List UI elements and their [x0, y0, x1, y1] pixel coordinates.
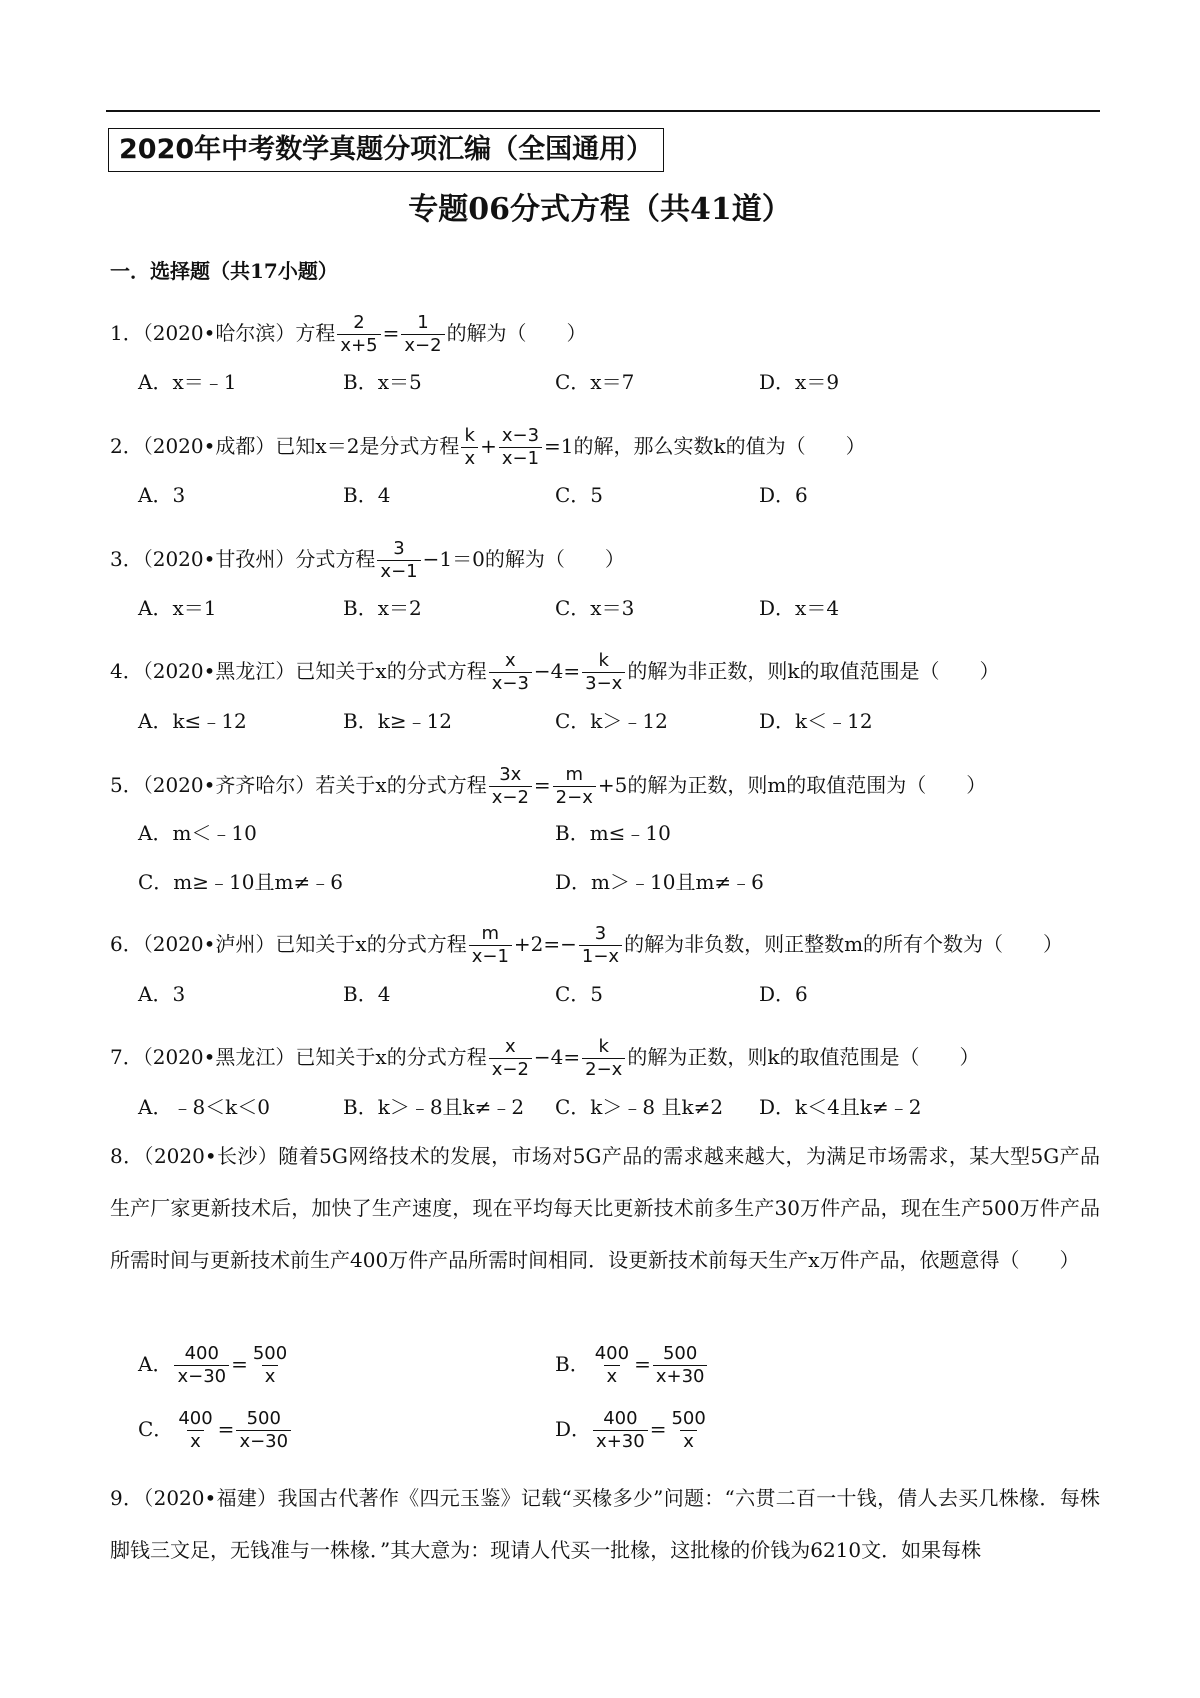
q2-fraction-2 [499, 425, 542, 470]
question-4 [110, 650, 999, 695]
q2-f2-den: x−1 [499, 447, 542, 470]
question-5 [110, 764, 986, 809]
q3-option-c: C．x＝3 [555, 596, 635, 620]
q1-f2-den: x−2 [401, 334, 444, 357]
q8-d-f2-num: 500 [671, 1408, 706, 1429]
q1-option-c: C．x＝7 [555, 370, 635, 394]
q6-option-b: B．4 [343, 982, 391, 1006]
q5-option-d: D．m＞﹣10且m≠﹣6 [555, 870, 764, 894]
q8-d-fraction-2 [668, 1408, 708, 1453]
q1-fraction-2 [401, 312, 444, 357]
q8-b-f1-num: 400 [594, 1343, 630, 1364]
q7-f2-den: 2−x [582, 1058, 625, 1081]
q6-fraction-2 [579, 923, 622, 968]
q3-option-d: D．x＝4 [759, 596, 840, 620]
q6-f1-num: m [481, 923, 500, 944]
q8-a-f2-num: 500 [252, 1343, 288, 1364]
q3-option-b: B．x＝2 [343, 596, 422, 620]
q8-b-fraction-2 [653, 1343, 708, 1388]
question-2 [110, 425, 866, 470]
q8-d-f1-num: 400 [603, 1408, 638, 1429]
q8-c-f1-num: 400 [178, 1408, 213, 1429]
q2-f2-num: x−3 [501, 425, 540, 446]
q6-fraction-1 [469, 923, 512, 968]
question-9: 9．（2020•福建）我国古代著作《四元玉鉴》记载“买椽多少”问题：“六贯二百一十钱，倩人去买几株椽．每株脚钱三文足，无钱准与一株椽．”其大意为：现请人代买一批椽，这批椽的价钱为6210文．如果每株 [110, 1486, 1100, 1562]
q3-stem-post: −1＝0的解为（ ） [422, 547, 625, 571]
q6-option-d: D．6 [759, 982, 808, 1006]
q7-mid: −4= [533, 1045, 581, 1069]
q7-option-d: D．k＜4且k≠﹣2 [759, 1095, 922, 1119]
q2-fraction-1 [461, 425, 478, 470]
q8-c-f1-den: x [187, 1430, 204, 1453]
q8-c-fraction-2 [236, 1408, 291, 1453]
q1-f1-den: x+5 [337, 334, 380, 357]
q2-option-a: A．3 [138, 483, 186, 507]
q3-f1-num: 3 [393, 538, 405, 559]
q1-f1-num: 2 [353, 312, 365, 333]
q1-fraction-1 [337, 312, 380, 357]
q8-b-f1-den: x [604, 1365, 621, 1388]
q8-a-fraction-1 [174, 1343, 229, 1388]
q5-fraction-1 [489, 764, 532, 809]
q8-c-label: C． [138, 1417, 174, 1441]
q8-c-fraction-1 [175, 1408, 215, 1453]
q4-fraction-2 [582, 650, 625, 695]
q5-f2-den: 2−x [553, 786, 596, 809]
q2-f1-num: k [464, 425, 475, 446]
q4-stem-post: 的解为非正数，则k的取值范围是（ ） [627, 659, 1000, 683]
q7-f1-num: x [504, 1036, 516, 1057]
q1-option-a: A．x＝﹣1 [138, 370, 237, 394]
q8-option-d [555, 1408, 711, 1453]
q8-a-f1-num: 400 [184, 1343, 219, 1364]
q8-b-fraction-1 [592, 1343, 632, 1388]
q2-plus: + [480, 434, 497, 458]
q8-option-b [555, 1343, 709, 1388]
q5-f1-num: 3x [499, 764, 522, 785]
q5-stem-post: +5的解为正数，则m的取值范围为（ ） [597, 773, 987, 797]
q4-stem-pre: 4．（2020•黑龙江）已知关于x的分式方程 [110, 659, 487, 683]
q3-stem-pre: 3．（2020•甘孜州）分式方程 [110, 547, 376, 571]
q2-stem-pre: 2．（2020•成都）已知x＝2是分式方程 [110, 434, 460, 458]
q1-equals: = [382, 321, 400, 345]
q8-d-f2-den: x [680, 1430, 697, 1453]
q5-stem-pre: 5．（2020•齐齐哈尔）若关于x的分式方程 [110, 773, 487, 797]
q8-option-a [138, 1343, 292, 1388]
q4-mid: −4= [533, 659, 581, 683]
q1-option-d: D．x＝9 [759, 370, 840, 394]
q8-a-equals: = [231, 1352, 248, 1376]
q2-option-b: B．4 [343, 483, 391, 507]
page-title: 专题06分式方程（共41道） [408, 192, 792, 227]
q7-stem-pre: 7．（2020•黑龙江）已知关于x的分式方程 [110, 1045, 487, 1069]
q8-b-label: B． [555, 1352, 590, 1376]
q8-d-fraction-1 [593, 1408, 648, 1453]
top-rule [106, 110, 1100, 112]
q8-c-f2-num: 500 [246, 1408, 281, 1429]
q1-f2-num: 1 [417, 312, 429, 333]
q4-f1-den: x−3 [489, 672, 532, 695]
q1-stem-pre: 1．（2020•哈尔滨）方程 [110, 321, 336, 345]
q8-a-f2-den: x [262, 1365, 279, 1388]
q8-c-equals: = [217, 1417, 235, 1441]
q6-option-c: C．5 [555, 982, 604, 1006]
q4-f2-num: k [598, 650, 609, 671]
q7-option-c: C．k＞﹣8 且k≠2 [555, 1095, 724, 1119]
question-7 [110, 1036, 979, 1081]
q5-option-c: C．m≥﹣10且m≠﹣6 [138, 870, 343, 894]
q1-option-b: B．x＝5 [343, 370, 422, 394]
q2-option-c: C．5 [555, 483, 604, 507]
q6-stem-pre: 6．（2020•泸州）已知关于x的分式方程 [110, 932, 467, 956]
q6-mid: +2=− [513, 932, 577, 956]
q6-f2-num: 3 [594, 923, 607, 944]
q5-f1-den: x−2 [489, 786, 532, 809]
q7-option-a: A．﹣8＜k＜0 [138, 1095, 271, 1119]
q8-a-f1-den: x−30 [174, 1365, 229, 1388]
q8-a-label: A． [138, 1352, 173, 1376]
q7-fraction-2 [582, 1036, 625, 1081]
q4-fraction-1 [489, 650, 532, 695]
question-1 [110, 312, 587, 357]
q8-c-f2-den: x−30 [236, 1430, 291, 1453]
q7-option-b: B．k＞﹣8且k≠﹣2 [343, 1095, 525, 1119]
q4-option-b: B．k≥﹣12 [343, 709, 453, 733]
q3-fraction-1 [377, 538, 420, 583]
q7-stem-post: 的解为正数，则k的取值范围是（ ） [627, 1045, 980, 1069]
question-3 [110, 538, 625, 583]
q4-f2-den: 3−x [582, 672, 625, 695]
q5-option-a: A．m＜﹣10 [138, 821, 257, 845]
q6-f1-den: x−1 [469, 945, 512, 968]
collection-title-box: 2020年中考数学真题分项汇编（全国通用） [108, 128, 664, 172]
q5-equals: = [533, 773, 551, 797]
q1-stem-post: 的解为（ ） [446, 321, 587, 345]
q3-option-a: A．x＝1 [138, 596, 217, 620]
q7-f1-den: x−2 [489, 1058, 532, 1081]
q2-option-d: D．6 [759, 483, 808, 507]
q8-option-c [138, 1408, 293, 1453]
q7-fraction-1 [489, 1036, 532, 1081]
q4-option-a: A．k≤﹣12 [138, 709, 247, 733]
q8-d-label: D． [555, 1417, 592, 1441]
q2-f1-den: x [461, 447, 478, 470]
q4-option-d: D．k＜﹣12 [759, 709, 873, 733]
q3-f1-den: x−1 [377, 560, 420, 583]
question-6 [110, 923, 1063, 968]
q4-option-c: C．k＞﹣12 [555, 709, 668, 733]
q8-a-fraction-2 [250, 1343, 290, 1388]
q6-stem-post: 的解为非负数，则正整数m的所有个数为（ ） [624, 932, 1064, 956]
q8-b-f2-num: 500 [662, 1343, 698, 1364]
q5-f2-num: m [565, 764, 584, 785]
q4-f1-num: x [504, 650, 516, 671]
q5-fraction-2 [553, 764, 596, 809]
q6-option-a: A．3 [138, 982, 186, 1006]
q8-b-f2-den: x+30 [653, 1365, 708, 1388]
q8-d-f1-den: x+30 [593, 1430, 648, 1453]
q8-b-equals: = [634, 1352, 651, 1376]
question-8: 8．（2020•长沙）随着5G网络技术的发展，市场对5G产品的需求越来越大，为满足市场需求，某大型5G产品生产厂家更新技术后，加快了生产速度，现在平均每天比更新技术前多生产30万件产品，现在生产500万件产品所需时间与更新技术前生产400万件产品所需时间相同．设更新技术前每天生产x万件产品，依题意得（ ） [110, 1144, 1100, 1272]
q7-f2-num: k [598, 1036, 609, 1057]
q6-f2-den: 1−x [579, 945, 622, 968]
q8-d-equals: = [649, 1417, 667, 1441]
section-heading: 一．选择题（共17小题） [110, 259, 338, 283]
q2-stem-post: =1的解，那么实数k的值为（ ） [544, 434, 866, 458]
q5-option-b: B．m≤﹣10 [555, 821, 671, 845]
